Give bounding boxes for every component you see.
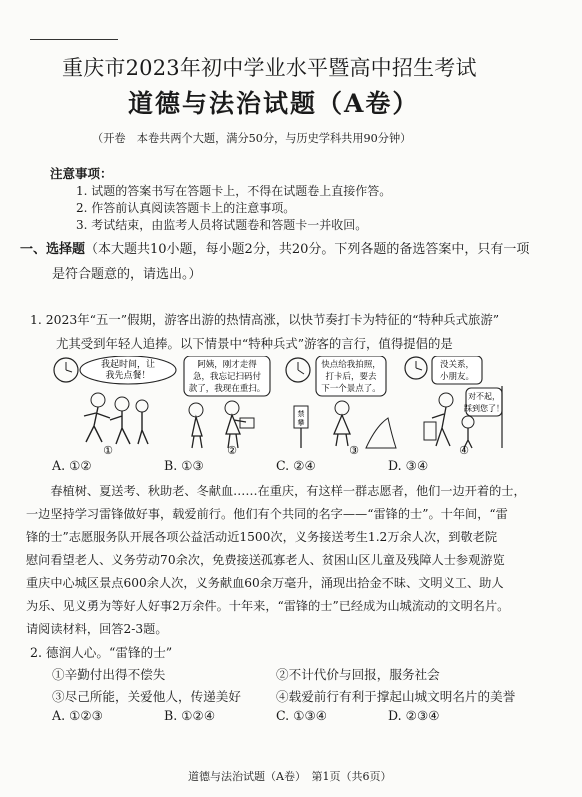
q2-statement: ①辛勤付出得不偿失 — [52, 667, 166, 682]
subject-title: 道德与法治试题（A卷） — [128, 89, 420, 118]
q2-option-d[interactable]: D. ②③④ — [388, 708, 440, 723]
passage-line: 为乐、见义勇为等好人好事2万余件。十年来，“雷锋的士”已经成为山城流动的文明名片。 — [26, 599, 510, 613]
bubble-text: 对不起， — [468, 392, 500, 401]
q2-statement: ②不计代价与回报，服务社会 — [276, 667, 440, 682]
bubble-text: 踩到您了！ — [464, 404, 504, 413]
bubble-text: 我先点餐！ — [105, 371, 151, 381]
page-footer: 道德与法治试题（A卷） 第1页（共6页） — [188, 770, 392, 783]
passage-line: 一边坚持学习雷锋做好事，载爱前行。他们有个共同的名字——“雷锋的士”。十年间，“雷 — [26, 507, 508, 521]
bubble-text: 打卡后，要去 — [325, 372, 377, 382]
bubble-text: 阿姨，刚才走得 — [197, 360, 257, 370]
q1-option-d[interactable]: D. ③④ — [388, 458, 429, 473]
passage-line: 春植树、夏送考、秋助老、冬献血……在重庆，有这样一群志愿者，他们一边开着的士， — [26, 484, 526, 498]
passage-line: 重庆中心城区景点600余人次，义务献血60余万毫升，涌现出拾金不昧、文明义工、助人 — [26, 576, 504, 590]
suitcase-icon — [424, 422, 436, 440]
bubble-text: 款了，我现在重扫。 — [188, 384, 266, 394]
notice-item: 1. 试题的答案书写在答题卡上，不得在试题卷上直接作答。 — [76, 184, 392, 198]
bubble-text: 小朋友。 — [439, 372, 475, 382]
bubble-text: 下一个景点了。 — [321, 384, 381, 394]
comic-panels — [36, 356, 506, 456]
notice-item: 3. 考试结束，由监考人员将试题卷和答题卡一并收回。 — [76, 218, 368, 232]
passage-line: 锋的士”志愿服务队开展各项公益活动近1500次，义务接送考生1.2万余人次，到敬老院 — [26, 530, 498, 544]
panel-number: ① — [103, 444, 113, 456]
question-1-stem: 1. 2023年“五一”假期，游客出游的热情高涨，以快节奏打卡为特征的“特种兵式旅游” — [30, 312, 500, 327]
comic-panel-4 — [405, 356, 504, 456]
panel-number: ② — [227, 444, 237, 456]
bubble-text: 快点给我拍照， — [321, 360, 381, 370]
q1-option-a[interactable]: A. ①② — [52, 458, 92, 473]
header-rule — [30, 39, 118, 40]
q2-statement: ④载爱前行有利于撑起山城文明名片的美誉 — [276, 689, 516, 704]
comic-panel-3 — [286, 356, 396, 456]
section-instructions: （本大题共10小题，每小题2分，共20分。下列各题的备选答案中，只有一项 — [85, 242, 530, 257]
q1-option-b[interactable]: B. ①③ — [164, 458, 204, 473]
exam-intro: （开卷 本卷共两个大题，满分50分，与历史学科共用90分钟） — [92, 132, 412, 145]
q2-statement: ③尽己所能，关爱他人，传递美好 — [52, 689, 241, 704]
passage-instruction: 请阅读材料，回答2-3题。 — [26, 622, 168, 636]
sign-text: 攀 — [297, 419, 305, 427]
panel-number: ④ — [459, 444, 469, 456]
bubble-text: 急，我忘记扫码付 — [192, 372, 262, 382]
section-instructions-cont: 是符合题意的，请选出。） — [52, 267, 202, 282]
q1-option-c[interactable]: C. ②④ — [276, 458, 316, 473]
q2-option-c[interactable]: C. ①③④ — [276, 708, 328, 723]
passage-line: 慰问看望老人、义务劳动70余次，免费接送孤寡老人、贫困山区儿童及残障人士参观游览 — [26, 553, 505, 567]
bubble-text: 没关系， — [439, 360, 475, 370]
comic-panel-2 — [184, 356, 270, 456]
sign-text: 禁 — [297, 410, 305, 418]
section-heading — [20, 238, 529, 257]
notice-heading: 注意事项： — [50, 166, 113, 181]
panel-number: ③ — [349, 444, 359, 456]
q2-option-a[interactable]: A. ①②③ — [52, 708, 103, 723]
section-label: 一、选择题 — [20, 242, 86, 257]
question-1-stem-cont: 尤其受到年轻人追捧。以下情景中“特种兵式”游客的言行，值得提倡的是 — [56, 336, 453, 351]
q2-option-b[interactable]: B. ①②④ — [164, 708, 216, 723]
bubble-text: 我起时间，让 — [100, 360, 156, 370]
comic-panel-1 — [54, 356, 176, 456]
question-2-stem: 2. 德润人心。“雷锋的士” — [30, 645, 173, 660]
exam-title: 重庆市2023年初中学业水平暨高中招生考试 — [62, 56, 477, 80]
notice-item: 2. 作答前认真阅读答题卡上的注意事项。 — [76, 201, 296, 215]
